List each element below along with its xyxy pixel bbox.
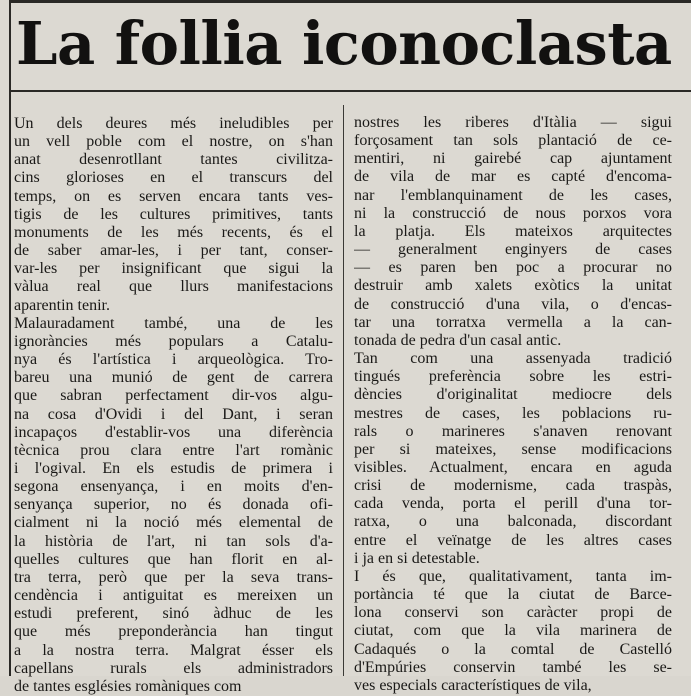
text-line: ves especials característiques de vila, [354,676,592,694]
article-column-2 [354,114,672,695]
text-line: de vila de mar es capté d'encoma- [354,168,672,186]
text-line: — generalment enginyers de cases [354,241,672,259]
text-line: Cadaqués o la comtal de Castelló [354,640,672,658]
text-line: ni la construcció de nous porxos vora [354,204,672,222]
text-line: per si mateixes, sense modificacions [354,440,672,458]
text-line: ratxa, o una balconada, discordant [354,513,672,531]
article-column-1 [14,115,333,696]
text-line: i l'ogival. En els estudis de primera i [14,459,333,477]
text-line: Tan com una assenyada tradició [354,350,672,368]
text-line: que sabran perfectament dir-vos algu- [14,387,333,405]
text-line: ignoràncies més populars a Catalu- [14,332,333,350]
text-line: tingués preferència sobre les estri- [354,368,672,386]
text-line: portància té que la ciutat de Barce- [354,586,672,604]
top-border-rule [9,0,691,3]
left-border-rule [9,0,11,676]
text-line: nya és l'artística i arqueològica. Tro- [14,351,333,369]
headline-rule [9,90,691,92]
text-line: Malauradament també, una de les [14,314,333,332]
text-line: d'Empúries conservin també les se- [354,658,672,676]
text-line: forçosament tan sols plantació de ce- [354,132,672,150]
text-line: crisi de modernisme, cada traspàs, [354,477,672,495]
text-line: quelles cultures que han florit en al- [14,550,333,568]
text-line: segona ensenyança, i en moits d'en- [14,478,333,496]
text-line: un vell poble com el nostre, on s'han [14,133,333,151]
text-line: destruir amb xalets exòtics la unitat [354,277,672,295]
text-line: capellans rurals els administradors [14,659,333,677]
text-line: var-les per insignificant que sigui la [14,260,333,278]
text-line: nar l'emblanquinament de les cases, [354,186,672,204]
text-line: que més preponderància han tingut [14,623,333,641]
text-line: tigis de les cultures primitives, tants [14,205,333,223]
text-line: mentiri, ni gairebé cap ajuntament [354,150,672,168]
text-line: de saber amar-les, i per tant, conser- [14,242,333,260]
text-line: — es paren ben poc a procurar no [354,259,672,277]
text-line: a la nostra terra. Malgrat ésser els [14,641,333,659]
text-line: na cosa d'Ovidi i del Dant, i seran [14,405,333,423]
text-line: entre el veïnatge de les altres cases [354,531,672,549]
text-line: senyança superior, no és donada ofi- [14,496,333,514]
text-line: tar una torratxa vermella a la can- [354,313,672,331]
text-line: ciutat, com que la vila marinera de [354,622,672,640]
text-line: anat desenrotllant tantes civilitza- [14,151,333,169]
text-line: de tantes esglésies romàniques com [14,677,242,695]
text-line: dències d'originalitat mediocre dels [354,386,672,404]
text-line: I és que, qualitativament, tanta im- [354,567,672,585]
text-line: bareu una munió de gent de carrera [14,369,333,387]
text-line: tonada de pedra d'un casal antic. [354,331,562,349]
column-divider [343,105,344,676]
text-line: cialment ni la noció més elemental de [14,514,333,532]
text-line: visibles. Actualment, encara en aguda [354,458,672,476]
text-line: tècnica prou clara entre l'art romànic [14,441,333,459]
text-line: de construcció d'una vila, o d'encas- [354,295,672,313]
text-line: vàlua real que llurs manifestacions [14,278,333,296]
text-line: rals o marineres s'anaven renovant [354,422,672,440]
text-line: cendència i antiguitat es mereixen un [14,587,333,605]
article-headline: La follia iconoclasta [16,9,672,78]
text-line: la platja. Els mateixos arquitectes [354,222,672,240]
text-line: cins glorioses en el transcurs del [14,169,333,187]
text-line: monuments de les més recents, és el [14,223,333,241]
text-line: la història de l'art, ni tan sols d'a- [14,532,333,550]
text-line: Un dels deures més ineludibles per [14,115,333,132]
text-line: estudi preferent, sinó àdhuc de les [14,605,333,623]
text-line: aparentin tenir. [14,296,110,314]
text-line: cada venda, porta el perill d'una tor- [354,495,672,513]
text-line: mestres de cases, les poblacions ru- [354,404,672,422]
text-line: tra terra, però que per la seva trans- [14,568,333,586]
text-line: temps, on es serven encara tants ves- [14,187,333,205]
text-line: incapaços d'establir-vos una diferència [14,423,333,441]
text-line: nostres les riberes d'Itàlia — sigui [354,114,672,131]
text-line: i ja en si detestable. [354,549,480,567]
text-line: lona conservi son caràcter propi de [354,604,672,622]
